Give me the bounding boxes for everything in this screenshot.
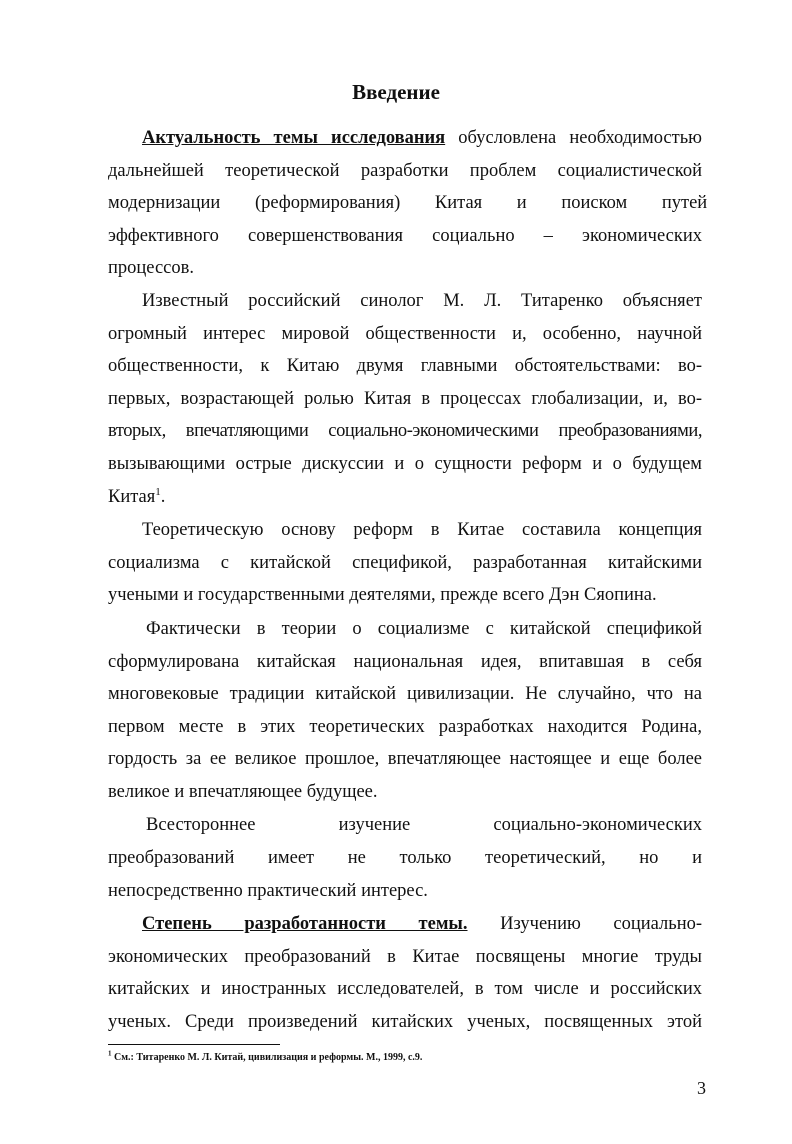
text-line: модернизации (реформирования) Китая и поиском путей xyxy=(108,193,708,214)
text-line: дальнейшей теоретической разработки проблем социалистической xyxy=(108,160,702,181)
footnote-text: См.: Титаренко М. Л. Китай, цивилизация и реформы. М., 1999, с.9. xyxy=(114,1052,423,1063)
text-line: первых, возрастающей ролью Китая в процессах глобализации, и, во- xyxy=(108,388,702,409)
section-title-relevance: Актуальность темы исследования xyxy=(142,128,446,148)
text-line xyxy=(108,908,702,941)
text-fragment: Изучению социально- xyxy=(500,914,703,935)
text-line: великое и впечатляющее будущее. xyxy=(108,781,378,802)
text-line: ученых. Среди произведений китайских ученых, посвященных этой xyxy=(108,1012,702,1033)
text-line: вторых, впечатляющими социально-экономическими преобразованиями, xyxy=(108,421,702,442)
text-line: огромный интерес мировой общественности и, особенно, научной xyxy=(108,323,702,344)
paragraph-interest xyxy=(108,809,702,907)
text-line: китайских и иностранных исследователей, в том числе и российских xyxy=(108,979,702,1000)
footnote-divider xyxy=(108,1044,280,1045)
text-line: процессов. xyxy=(108,258,195,279)
text-line: общественности, к Китаю двумя главными обстоятельствами: во- xyxy=(108,356,702,377)
paragraph-national-idea xyxy=(108,613,702,809)
paragraph-degree-of-study xyxy=(108,908,702,1038)
text-line: Фактически в теории о социализме с китайской спецификой xyxy=(146,618,702,639)
text-line: социализма с китайской спецификой, разработанная китайскими xyxy=(108,552,702,573)
paragraph-relevance xyxy=(108,122,708,285)
text-line: Всестороннее изучение социально-экономических xyxy=(146,815,702,836)
footnote xyxy=(108,1049,423,1063)
page-title: Введение xyxy=(352,80,440,104)
paragraph-theory xyxy=(108,514,702,612)
text-line: гордость за ее великое прошлое, впечатляющее настоящее и еще более xyxy=(108,749,702,770)
text-line: экономических преобразований в Китае посвящены многие труды xyxy=(108,946,702,967)
footnote-reference[interactable]: 1 xyxy=(155,485,161,498)
text-line: Известный российский синолог М. Л. Титаренко объясняет xyxy=(142,290,702,311)
body-text xyxy=(108,122,708,1039)
text-line: учеными и государственными деятелями, прежде всего Дэн Сяопина. xyxy=(108,585,657,606)
section-title-degree: Степень разработанности темы. xyxy=(142,914,468,935)
text-fragment: Китая xyxy=(108,486,156,507)
text-line: преобразований имеет не только теоретический, но и xyxy=(108,848,702,869)
text-line: Теоретическую основу реформ в Китае составила концепция xyxy=(142,520,702,541)
footnote-mark: 1 xyxy=(108,1049,112,1058)
text-line xyxy=(108,122,702,155)
paragraph-titarenko xyxy=(108,285,702,513)
text-fragment: обусловлена необходимостью xyxy=(458,128,702,148)
text-line: сформулирована китайская национальная идея, впитавшая в себя xyxy=(108,651,702,672)
text-line: первом месте в этих теоретических разработках находится Родина, xyxy=(108,716,702,737)
text-fragment: . xyxy=(160,486,166,507)
text-line: вызывающими острые дискуссии и о сущности реформ и о будущем xyxy=(108,453,702,474)
text-line: эффективного совершенствования социально – экономических xyxy=(108,225,702,246)
page-number: 3 xyxy=(697,1078,706,1098)
text-line xyxy=(108,481,702,514)
text-line: многовековые традиции китайской цивилизации. Не случайно, что на xyxy=(108,684,702,705)
text-line: непосредственно практический интерес. xyxy=(108,880,428,901)
